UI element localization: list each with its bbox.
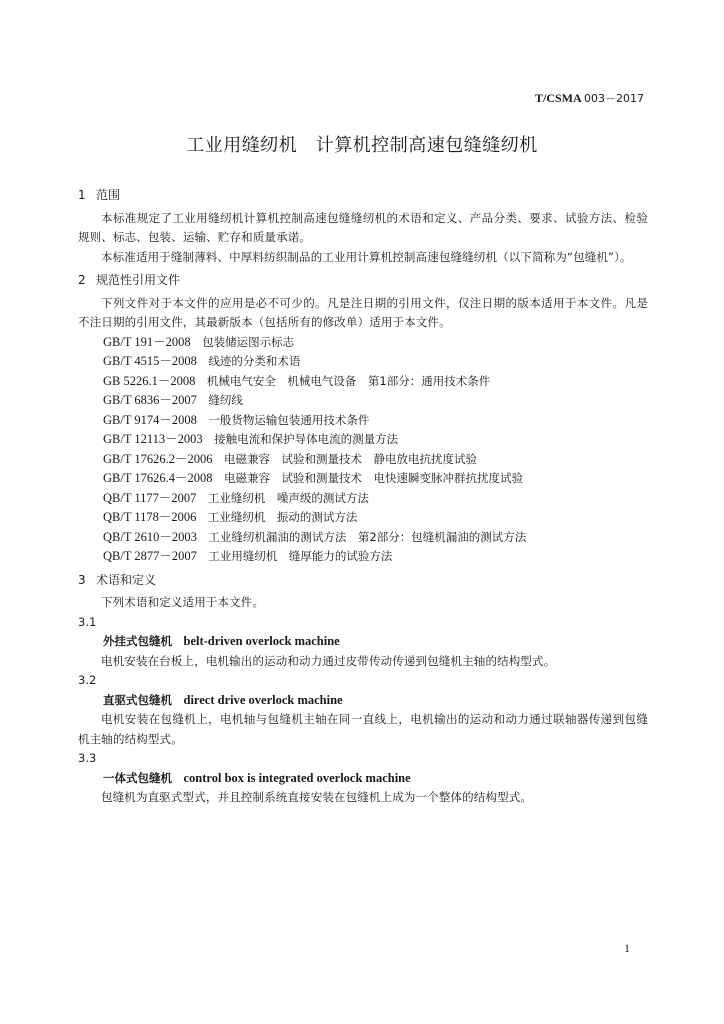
reference-item [103, 469, 648, 489]
term-cn: 直驱式包缝机 [103, 692, 172, 707]
term-heading [78, 769, 648, 789]
term-number: 3.1 [78, 614, 97, 629]
references-intro: 下列文件对于本文件的应用是必不可少的。凡是注日期的引用文件，仅注日期的版本适用于本文件。凡是不注日期的引用文件，其最新版本（包括所有的修改单）适用于本文件。 [78, 295, 648, 329]
term-definition: 电机安装在包缝机上，电机轴与包缝机主轴在同一直线上，电机输出的运动和动力通过联轴器传递到包缝机主轴的结构型式。 [78, 712, 648, 746]
reference-code: QB/T 2610－2003 [103, 529, 197, 544]
scope-paragraph-1: 本标准规定了工业用缝纫机计算机控制高速包缝缝纫机的术语和定义、产品分类、要求、试验方法、检验规则、标志、包装、运输、贮存和质量承诺。 [78, 210, 648, 244]
document-body [78, 182, 648, 808]
reference-code: GB/T 191－2008 [103, 334, 191, 349]
section-2-heading [78, 271, 648, 291]
reference-code: GB/T 6836－2007 [103, 393, 197, 407]
reference-code: GB/T 9174－2008 [103, 412, 197, 427]
reference-title: 工业缝纫机 振动的测试方法 [207, 510, 358, 524]
reference-code: GB/T 4515－2008 [103, 354, 197, 368]
section-number: 3 [78, 572, 86, 587]
reference-code: GB 5226.1－2008 [103, 373, 196, 388]
reference-code: GB/T 17626.2－2006 [103, 451, 213, 466]
reference-item [103, 352, 648, 372]
reference-code: QB/T 2877－2007 [103, 549, 197, 563]
term-cn: 一体式包缝机 [103, 770, 172, 785]
section-title: 范围 [96, 188, 121, 202]
term-cn: 外挂式包缝机 [103, 634, 172, 648]
section-title: 术语和定义 [96, 572, 157, 587]
term-en: direct drive overlock machine [183, 692, 343, 707]
standard-number [535, 90, 644, 106]
reference-item [103, 508, 648, 528]
reference-list [78, 333, 648, 567]
term-number: 3.2 [78, 673, 97, 687]
term-heading [78, 691, 648, 711]
term-definition: 电机安装在台板上，电机输出的运动和动力通过皮带传动传递到包缝机主轴的结构型式。 [101, 653, 556, 668]
section-title: 规范性引用文件 [96, 273, 181, 287]
reference-code: QB/T 1178－2006 [103, 510, 197, 524]
reference-title: 电磁兼容 试验和测量技术 电快速瞬变脉冲群抗扰度试验 [224, 471, 523, 485]
standard-code: T/CSMA [534, 91, 581, 105]
reference-item [103, 430, 648, 450]
reference-title: 工业用缝纫机 缝厚能力的试验方法 [208, 549, 393, 563]
reference-item [103, 411, 648, 431]
scope-paragraph-2: 本标准适用于缝制薄料、中厚料纺织制品的工业用计算机控制高速包缝缝纫机（以下简称为“包缝机”）。 [101, 249, 632, 264]
reference-item [103, 547, 648, 567]
reference-title: 包装储运图示标志 [202, 334, 295, 349]
section-number: 2 [78, 273, 86, 287]
reference-code: QB/T 1177－2007 [103, 490, 197, 505]
section-number: 1 [78, 188, 86, 202]
section-1-heading [78, 186, 648, 206]
term-number: 3.3 [78, 751, 97, 765]
reference-code: GB/T 17626.4－2008 [103, 471, 213, 485]
reference-title: 电磁兼容 试验和测量技术 静电放电抗扰度试验 [224, 451, 477, 466]
reference-item [103, 391, 648, 411]
document-title: 工业用缝纫机 计算机控制高速包缝缝纫机 [186, 135, 538, 156]
reference-item [103, 450, 648, 470]
section-3-heading [78, 571, 648, 591]
reference-title: 机械电气安全 机械电气设备 第1部分：通用技术条件 [206, 373, 491, 388]
reference-title: 一般货物运输包装通用技术条件 [208, 412, 370, 427]
terms-intro: 下列术语和定义适用于本文件。 [101, 595, 265, 609]
reference-code: GB/T 12113－2003 [103, 432, 203, 446]
page-number: 1 [624, 941, 630, 955]
reference-title: 接触电流和保护导体电流的测量方法 [214, 432, 399, 446]
reference-title: 工业缝纫机 噪声级的测试方法 [207, 490, 369, 505]
term-heading [78, 632, 648, 652]
standard-number-value: 003－2017 [584, 92, 644, 105]
reference-title: 工业缝纫机漏油的测试方法 第2部分：包缝机漏油的测试方法 [208, 529, 527, 544]
reference-item [103, 489, 648, 509]
term-en: control box is integrated overlock machine [183, 770, 411, 785]
reference-item [103, 333, 648, 353]
term-en: belt-driven overlock machine [183, 634, 340, 648]
reference-title: 线迹的分类和术语 [208, 354, 301, 368]
reference-title: 缝纫线 [208, 393, 243, 407]
term-definition: 包缝机为直驱式型式，并且控制系统直接安装在包缝机上成为一个整体的结构型式。 [101, 790, 533, 804]
reference-item [103, 372, 648, 392]
reference-item [103, 528, 648, 548]
